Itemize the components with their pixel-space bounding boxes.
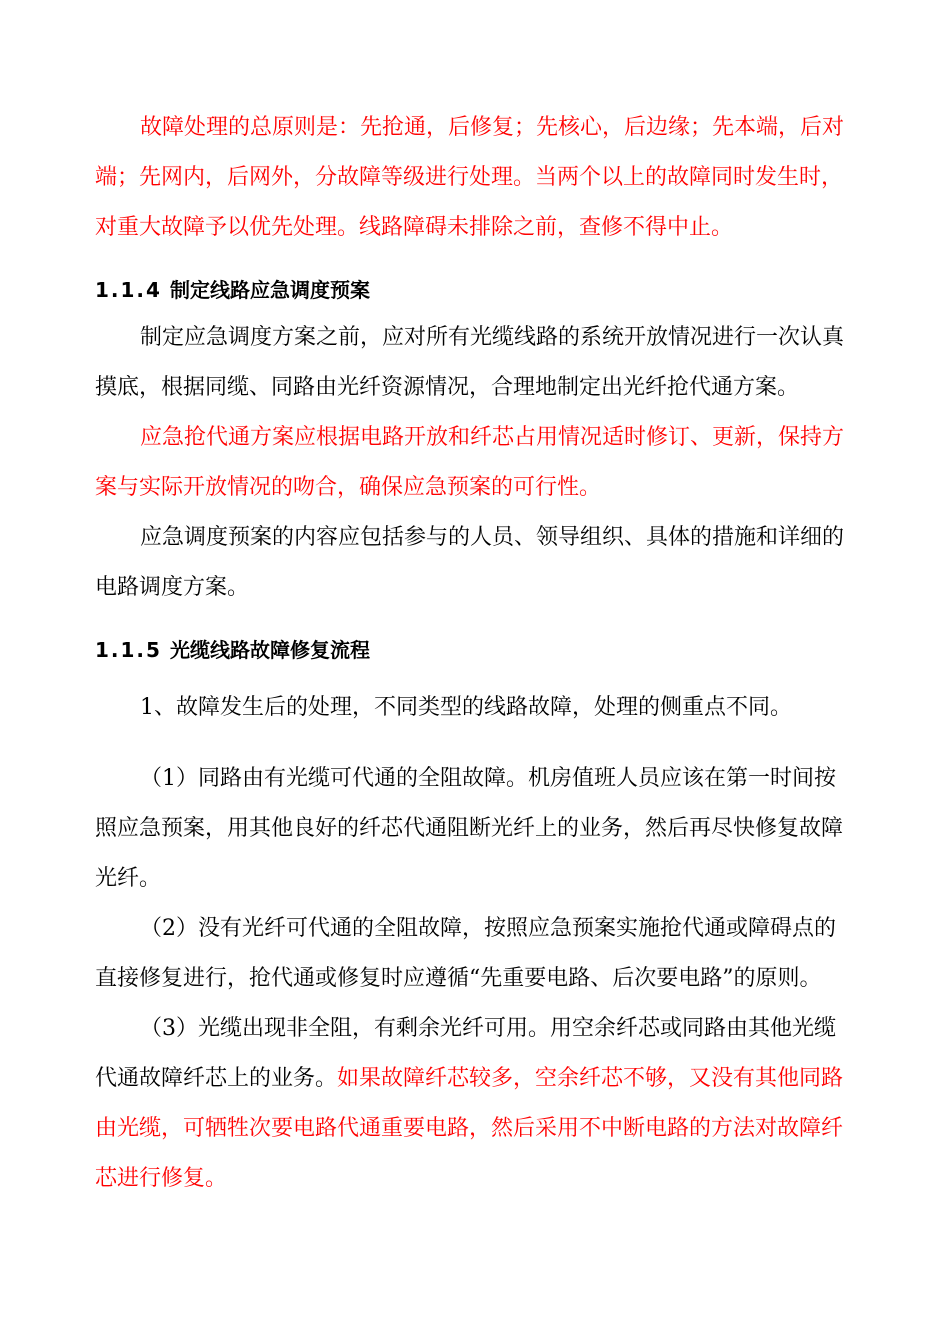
plan-intro-paragraph: 制定应急调度方案之前，应对所有光缆线路的系统开放情况进行一次认真摸底，根据同缆、同路由光纤资源情况，合理地制定出光纤抢代通方案。 — [95, 325, 845, 400]
plan-update-paragraph: 应急抢代通方案应根据电路开放和纤芯占用情况适时修订、更新，保持方案与实际开放情况的吻合，确保应急预案的可行性。 — [95, 425, 845, 500]
list-item-1-3-text: （3）光缆出现非全阻，有剩余光纤可用。用空余纤芯或同路由其他光缆代通故障纤芯上的业务。 — [95, 1016, 836, 1091]
plan-content-paragraph: 应急调度预案的内容应包括参与的人员、领导组织、具体的措施和详细的电路调度方案。 — [95, 525, 845, 600]
section-title: 光缆线路故障修复流程 — [169, 638, 370, 662]
list-item-1-3-emphasis: 如果故障纤芯较多，空余纤芯不够，又没有其他同路由光缆，可牺牲次要电路代通重要电路，然后采用不中断电路的方法对故障纤芯进行修复。 — [95, 1066, 844, 1191]
section-heading-1-1-4 — [95, 276, 370, 304]
section-number: 1.1.4 — [95, 278, 162, 302]
list-item-1: 1、故障发生后的处理，不同类型的线路故障，处理的侧重点不同。 — [140, 695, 792, 720]
section-number: 1.1.5 — [95, 638, 162, 662]
section-heading-1-1-5 — [95, 636, 370, 664]
principle-paragraph: 故障处理的总原则是：先抢通，后修复；先核心，后边缘；先本端，后对端；先网内，后网外，分故障等级进行处理。当两个以上的故障同时发生时，对重大故障予以优先处理。线路障碍未排除之前，查修不得中止。 — [95, 115, 845, 240]
list-item-1-2: （2）没有光纤可代通的全阻故障，按照应急预案实施抢代通或障碍点的直接修复进行，抢代通或修复时应遵循“先重要电路、后次要电路”的原则。 — [95, 916, 836, 991]
list-item-1-1: （1）同路由有光缆可代通的全阻故障。机房值班人员应该在第一时间按照应急预案，用其他良好的纤芯代通阻断光纤上的业务，然后再尽快修复故障光纤。 — [95, 766, 844, 891]
list-item-1-3 — [95, 1004, 845, 1204]
section-title: 制定线路应急调度预案 — [169, 278, 370, 302]
